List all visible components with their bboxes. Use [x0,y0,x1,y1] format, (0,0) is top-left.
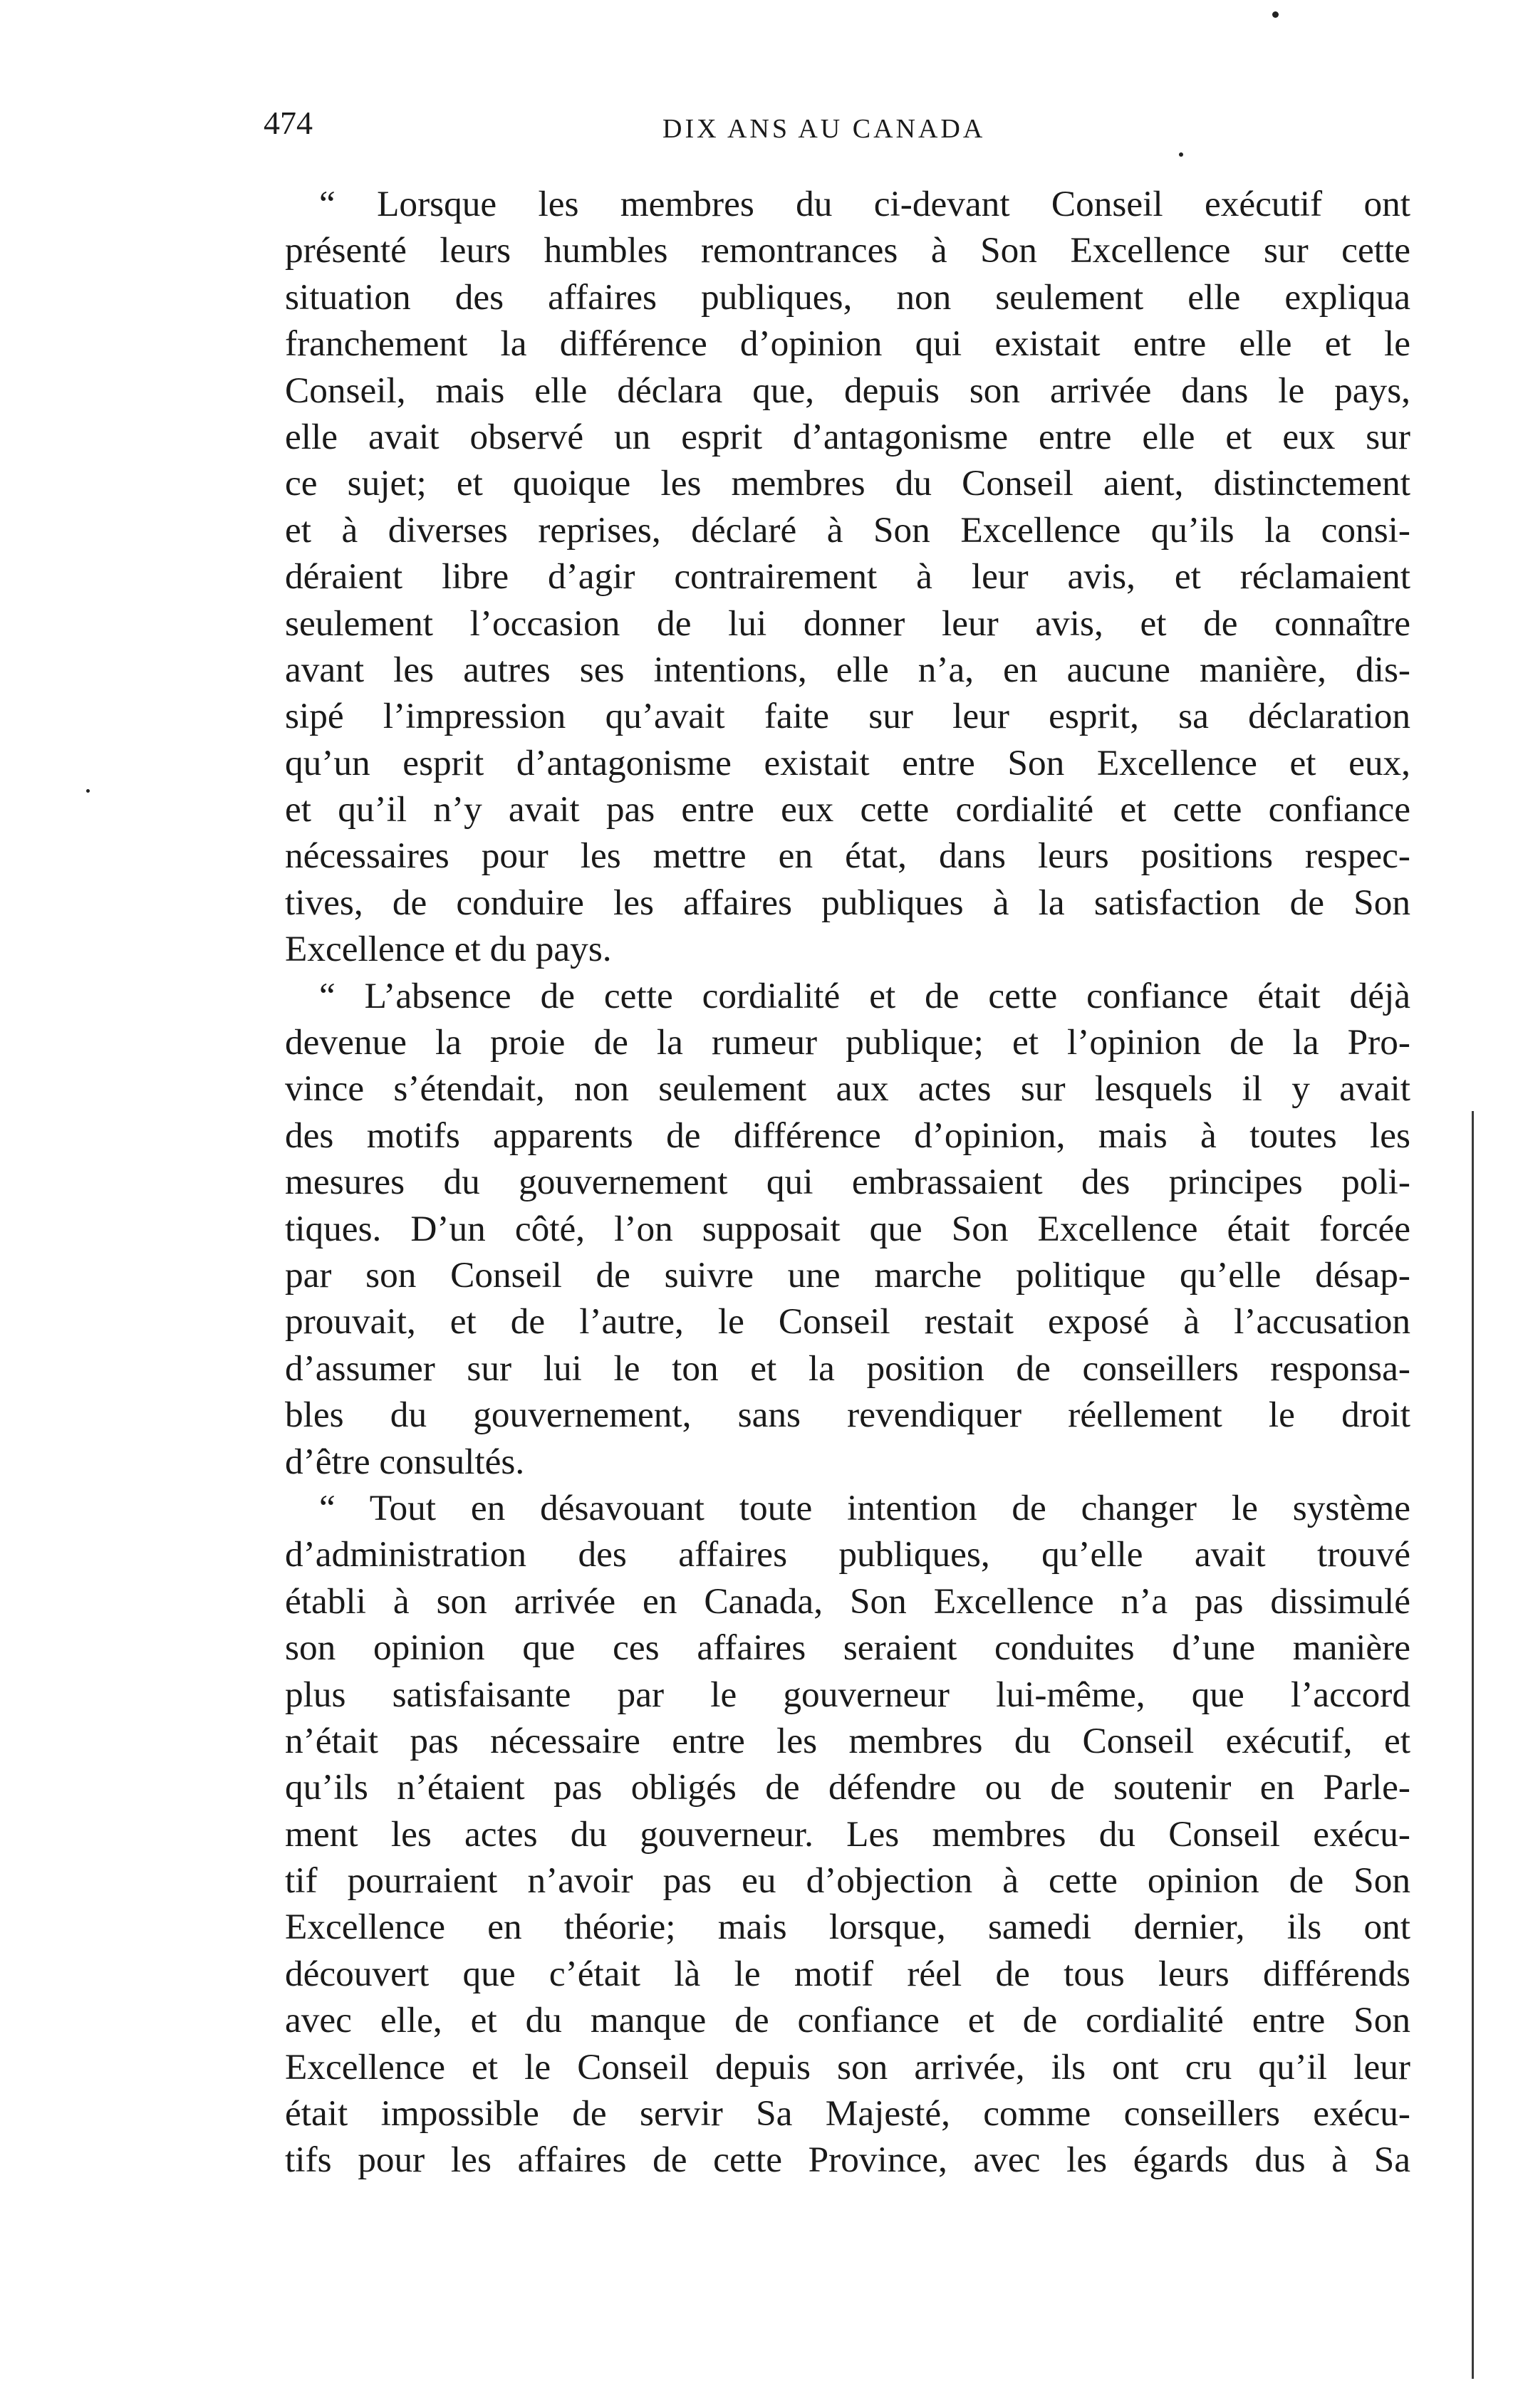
text-line: Excellence et le Conseil depuis son arrivée, ils ont cru qu’il leur [285,2046,1410,2088]
text-line: Conseil, mais elle déclara que, depuis son arrivée dans le pays, [285,370,1410,411]
text-line: qu’un esprit d’antagonisme existait entre Son Excellence et eux, [285,742,1410,783]
text-line: “ Lorsque les membres du ci-devant Conseil exécutif ont [319,184,1410,224]
text-line: des motifs apparents de différence d’opinion, mais à toutes les [285,1115,1410,1156]
text-line: mesures du gouvernement qui embrassaient des principes poli- [285,1162,1410,1203]
text-line: découvert que c’était là le motif réel de tous leurs différends [285,1953,1410,1994]
scan-speck [1179,152,1183,157]
text-line: Excellence et du pays. [285,929,612,970]
text-line: tives, de conduire les affaires publiques à la satisfaction de Son [285,882,1410,923]
text-line: présenté leurs humbles remontrances à Son Excellence sur cette [285,230,1410,271]
text-line: avec elle, et du manque de confiance et de cordialité entre Son [285,2000,1410,2041]
text-line: son opinion que ces affaires seraient conduites d’une manière [285,1627,1410,1669]
text-line: tif pourraient n’avoir pas eu d’objection à cette opinion de Son [285,1860,1410,1902]
text-line: franchement la différence d’opinion qui existait entre elle et le [285,323,1410,365]
running-title: DIX ANS AU CANADA [662,114,986,144]
text-line: nécessaires pour les mettre en état, dans leurs positions respec- [285,835,1410,877]
text-line: tiques. D’un côté, l’on supposait que Son Excellence était forcée [285,1208,1410,1249]
text-line: d’être consultés. [285,1441,525,1482]
text-line: prouvait, et de l’autre, le Conseil restait exposé à l’accusation [285,1301,1410,1343]
text-line: elle avait observé un esprit d’antagonisme entre elle et eux sur [285,416,1410,457]
text-line: sipé l’impression qu’avait faite sur leur esprit, sa déclaration [285,696,1410,737]
text-line: était impossible de servir Sa Majesté, comme conseillers exécu- [285,2093,1410,2135]
text-line: déraient libre d’agir contrairement à leur avis, et réclamaient [285,556,1410,598]
text-line: devenue la proie de la rumeur publique; et l’opinion de la Pro- [285,1022,1410,1063]
text-line: et qu’il n’y avait pas entre eux cette cordialité et cette confiance [285,789,1410,830]
scan-edge-line [1472,1111,1474,2379]
text-line: tifs pour les affaires de cette Province, avec les égards dus à Sa [285,2139,1410,2181]
text-line: “ Tout en désavouant toute intention de changer le système [319,1487,1410,1528]
text-line: d’administration des affaires publiques, qu’elle avait trouvé [285,1534,1410,1575]
scan-speck [86,789,90,793]
text-line: ce sujet; et quoique les membres du Conseil aient, distinctement [285,463,1410,504]
text-line: par son Conseil de suivre une marche politique qu’elle désap- [285,1254,1410,1296]
scan-speck [1272,11,1279,18]
text-line: avant les autres ses intentions, elle n’a, en aucune manière, dis- [285,649,1410,690]
text-line: bles du gouvernement, sans revendiquer réellement le droit [285,1395,1410,1436]
text-line: plus satisfaisante par le gouverneur lui-même, que l’accord [285,1674,1410,1715]
text-line: n’était pas nécessaire entre les membres du Conseil exécutif, et [285,1720,1410,1761]
text-line: vince s’étendait, non seulement aux actes sur lesquels il y avait [285,1068,1410,1110]
text-line: et à diverses reprises, déclaré à Son Excellence qu’ils la consi- [285,509,1410,551]
text-line: établi à son arrivée en Canada, Son Excellence n’a pas dissimulé [285,1580,1410,1622]
page-number: 474 [264,105,313,141]
text-line: Excellence en théorie; mais lorsque, samedi dernier, ils ont [285,1907,1410,1948]
text-line: qu’ils n’étaient pas obligés de défendre ou de soutenir en Parle- [285,1767,1410,1808]
text-line: situation des affaires publiques, non seulement elle expliqua [285,276,1410,318]
text-line: seulement l’occasion de lui donner leur avis, et de connaître [285,603,1410,644]
text-line: d’assumer sur lui le ton et la position de conseillers responsa- [285,1348,1410,1389]
text-line: ment les actes du gouverneur. Les membres du Conseil exécu- [285,1813,1410,1855]
text-line: “ L’absence de cette cordialité et de cette confiance était déjà [319,975,1410,1016]
body-text [285,181,1410,2184]
